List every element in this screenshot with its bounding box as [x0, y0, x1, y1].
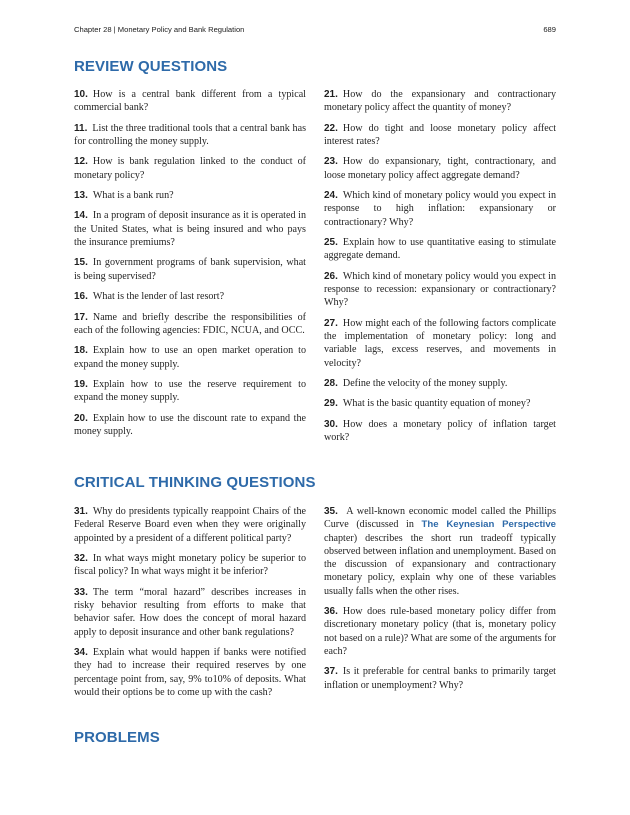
- question-number: 19.: [74, 378, 88, 390]
- question-number: 17.: [74, 311, 88, 323]
- question-text: A well-known economic model called the Phillips Curve (discussed in: [324, 506, 556, 531]
- question-item: [324, 155, 556, 182]
- question-text: Explain how to use an open market operation to expand the money supply.: [74, 345, 306, 370]
- question-text: How do tight and loose monetary policy affect interest rates?: [324, 122, 556, 147]
- question-text: How is bank regulation linked to the conduct of monetary policy?: [74, 156, 306, 181]
- question-number: 28.: [324, 378, 338, 389]
- question-item: [324, 605, 556, 658]
- question-item: [74, 378, 306, 405]
- question-item: [324, 397, 556, 410]
- critical-thinking-left-column: [74, 505, 306, 706]
- question-item: [324, 189, 556, 229]
- question-item: [74, 412, 306, 439]
- question-item: [74, 552, 306, 579]
- question-number: 18.: [74, 345, 88, 357]
- question-item: [324, 88, 556, 115]
- question-number: 10.: [74, 89, 88, 100]
- question-item: [324, 418, 556, 445]
- question-item: [74, 256, 306, 283]
- question-text: How might each of the following factors complicate the implementation of monetary policy: long and variable lags, excess reserves, and movements in velocity?: [324, 317, 556, 369]
- question-text: Which kind of monetary policy would you expect in response to high inflation: expansionary or contractionary? Why?: [324, 190, 556, 228]
- question-number: 32.: [74, 552, 88, 564]
- question-item: [324, 317, 556, 370]
- question-text: In government programs of bank supervision, what is being supervised?: [74, 257, 306, 282]
- question-item: [74, 209, 306, 249]
- question-text: Name and briefly describe the responsibilities of each of the following agencies: FDIC, NCUA, and OCC.: [74, 311, 306, 336]
- question-text: How does rule-based monetary policy differ from discretionary monetary policy (that is, monetary policy not based on a rule)? What are some of the arguments for each?: [324, 606, 556, 658]
- question-number: 36.: [324, 606, 338, 618]
- question-number: 20.: [74, 412, 88, 424]
- question-number: 22.: [324, 122, 338, 134]
- review-questions-left-column: [74, 88, 306, 445]
- question-text: How is a central bank different from a typical commercial bank?: [74, 89, 306, 114]
- question-number: 35.: [324, 506, 338, 517]
- question-item: [324, 665, 556, 692]
- question-text: Explain how to use quantitative easing to stimulate aggregate demand.: [324, 237, 556, 262]
- question-text: What is the lender of last resort?: [92, 291, 225, 303]
- question-item: [74, 88, 306, 115]
- question-item: [324, 122, 556, 149]
- question-number: 27.: [324, 317, 338, 329]
- question-text: Explain how to use the discount rate to expand the money supply.: [74, 412, 306, 437]
- question-text: List the three traditional tools that a central bank has for controlling the money supply.: [74, 122, 306, 147]
- question-text: What is a bank run?: [92, 190, 174, 202]
- chapter-title: Chapter 28 | Monetary Policy and Bank Regulation: [74, 25, 245, 34]
- question-item: [74, 189, 306, 202]
- question-number: 29.: [324, 398, 338, 410]
- question-number: 26.: [324, 270, 338, 282]
- question-number: 21.: [324, 89, 338, 100]
- question-text: Explain what would happen if banks were notified they had to increase their required reserves by one percentage point from, say, 9% to10% of deposits. What would their options be to come up with the cash?: [74, 646, 306, 698]
- critical-thinking-heading: CRITICAL THINKING QUESTIONS: [74, 474, 316, 491]
- question-number: 11.: [74, 122, 88, 134]
- question-number: 23.: [324, 156, 338, 168]
- question-text: In what ways might monetary policy be superior to fiscal policy? In what ways might it be inferior?: [74, 552, 306, 578]
- question-text: Explain how to use the reserve requirement to expand the money supply.: [74, 378, 306, 404]
- question-item: [324, 377, 556, 390]
- question-item: [74, 311, 306, 338]
- question-text: How does a monetary policy of inflation target work?: [324, 418, 556, 444]
- question-text: What is the basic quantity equation of money?: [342, 398, 531, 410]
- question-text: In a program of deposit insurance as it is operated in the United States, what is being insured and who pays the insurance premiums?: [74, 210, 306, 249]
- page-number: 689: [543, 25, 556, 34]
- question-number: 13.: [74, 190, 88, 202]
- running-header: [74, 25, 556, 34]
- question-number: 34.: [74, 646, 88, 658]
- question-text: How do expansionary, tight, contractionary, and loose monetary policy affect aggregate demand?: [324, 156, 556, 181]
- chapter-cross-reference-link[interactable]: The Keynesian Perspective: [421, 519, 557, 531]
- question-text: Which kind of monetary policy would you expect in response to recession: expansionary or contractionary? Why?: [324, 270, 556, 309]
- review-questions-right-column: [324, 88, 556, 451]
- question-item: [324, 505, 556, 598]
- question-number: 14.: [74, 210, 88, 222]
- question-text: The term “moral hazard” describes increases in risky behavior resulting from efforts to make that behavior safer. How does the concept of moral hazard apply to deposit insurance and other bank regulations?: [74, 586, 306, 638]
- question-text: Why do presidents typically reappoint Chairs of the Federal Reserve Board even when they were originally appointed by a president of a different political party?: [74, 506, 306, 544]
- question-item: [74, 586, 306, 639]
- question-number: 37.: [324, 666, 338, 678]
- review-questions-heading: REVIEW QUESTIONS: [74, 58, 228, 75]
- question-item: [74, 505, 306, 545]
- question-number: 25.: [324, 237, 338, 249]
- question-number: 16.: [74, 291, 88, 303]
- question-number: 15.: [74, 257, 88, 269]
- question-number: 30.: [324, 418, 338, 430]
- problems-heading: PROBLEMS: [74, 729, 160, 746]
- question-item: [74, 344, 306, 371]
- question-number: 24.: [324, 190, 338, 202]
- question-item: [74, 290, 306, 303]
- critical-thinking-right-rest: [324, 605, 556, 692]
- question-item: [74, 122, 306, 149]
- question-number: 33.: [74, 586, 88, 598]
- question-item: [324, 270, 556, 310]
- question-text: Define the velocity of the money supply.: [342, 378, 508, 389]
- critical-thinking-right-column: [324, 505, 556, 699]
- question-text: How do the expansionary and contractionary monetary policy affect the quantity of money?: [324, 89, 556, 114]
- question-number: 12.: [74, 156, 88, 168]
- question-item: [74, 646, 306, 699]
- question-number: 31.: [74, 506, 88, 517]
- question-item: [324, 236, 556, 263]
- question-text: Is it preferable for central banks to primarily target inflation or unemployment? Why?: [324, 666, 556, 691]
- question-item: [74, 155, 306, 182]
- question-text: chapter) describes the short run tradeoff typically observed between inflation and unemployment. Based on the discussion of expansionary and contractionary monetary policy, explain why one of these variables usually falls when the other rises.: [324, 532, 556, 597]
